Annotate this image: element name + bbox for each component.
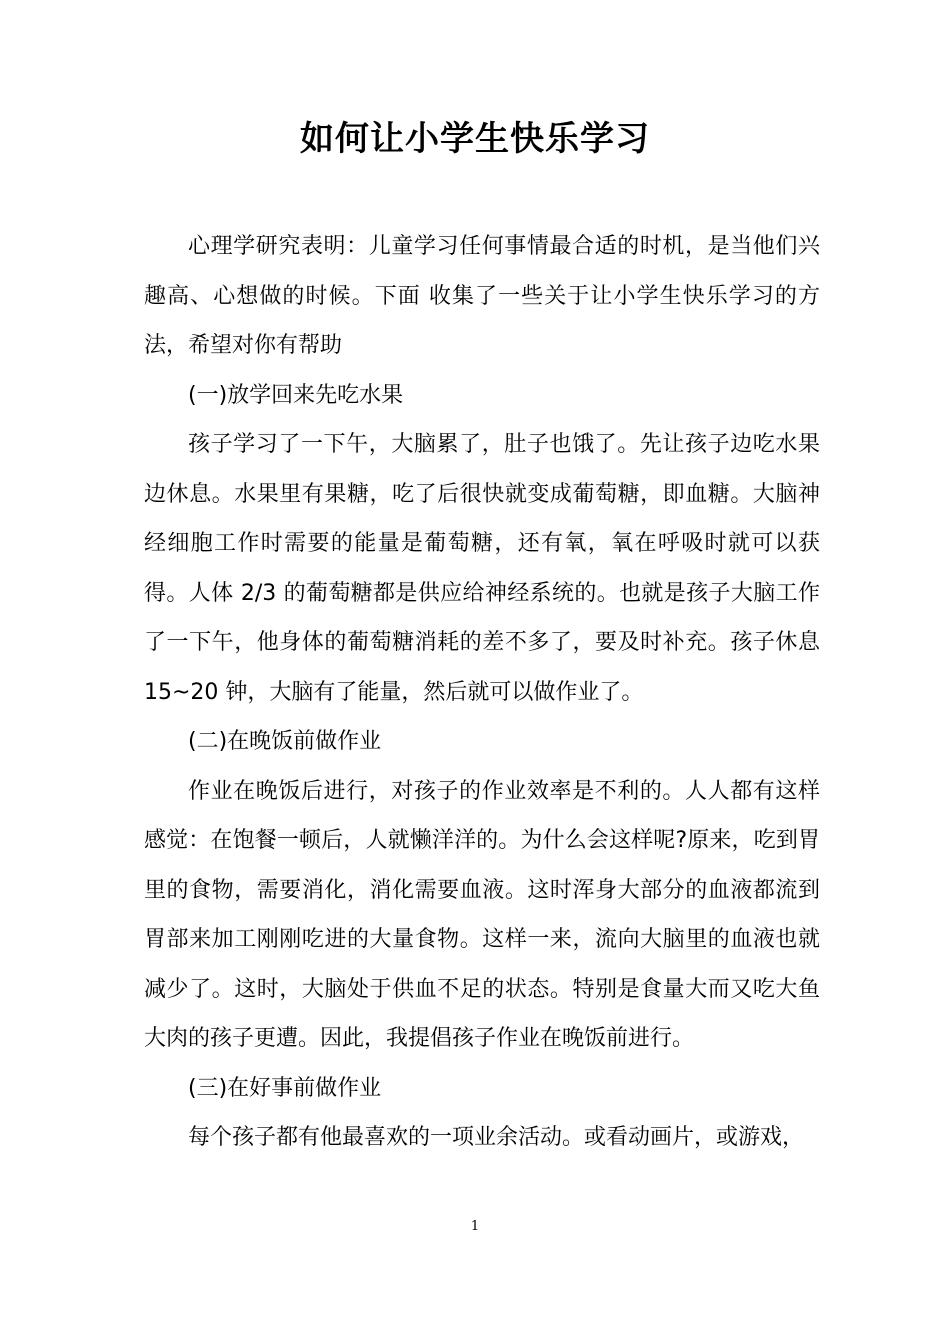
section-heading-2: (二)在晚饭前做作业	[188, 729, 382, 754]
page-number: 1	[470, 1219, 480, 1234]
section-3-paragraph: 每个孩子都有他最喜欢的一项业余活动。或看动画片，或游戏，	[188, 1125, 805, 1150]
document-body	[144, 222, 820, 1163]
document-title: 如何让小学生快乐学习	[300, 118, 650, 159]
intro-paragraph: 心理学研究表明：儿童学习任何事情最合适的时机，是当他们兴趣高、心想做的时候。下面 收集了一些关于让小学生快乐学习的方法，希望对你有帮助	[144, 234, 820, 358]
section-heading-1: (一)放学回来先吃水果	[188, 382, 404, 408]
section-1-paragraph: 孩子学习了一下午，大脑累了，肚子也饿了。先让孩子边吃水果边休息。水果里有果糖，吃了后很快就变成葡萄糖，即血糖。大脑神经细胞工作时需要的能量是葡萄糖，还有氧，氧在呼吸时就可以获得。人体 2/3 的葡萄糖都是供应给神经系统的。也就是孩子大脑工作了一下午，他身体的葡萄糖消耗的差不多了，要及时补充。孩子休息 15~20 钟，大脑有了能量，然后就可以做作业了。	[144, 432, 820, 705]
section-heading-3: (三)在好事前做作业	[188, 1075, 382, 1101]
section-2-paragraph: 作业在晚饭后进行，对孩子的作业效率是不利的。人人都有这样感觉：在饱餐一顿后，人就懒洋洋的。为什么会这样呢?原来，吃到胃里的食物，需要消化，消化需要血液。这时浑身大部分的血液都流到胃部来加工刚刚吃进的大量食物。这样一来，流向大脑里的血液也就减少了。这时，大脑处于供血不足的状态。特别是食量大而又吃大鱼大肉的孩子更遭。因此，我提倡孩子作业在晚饭前进行。	[144, 778, 820, 1051]
